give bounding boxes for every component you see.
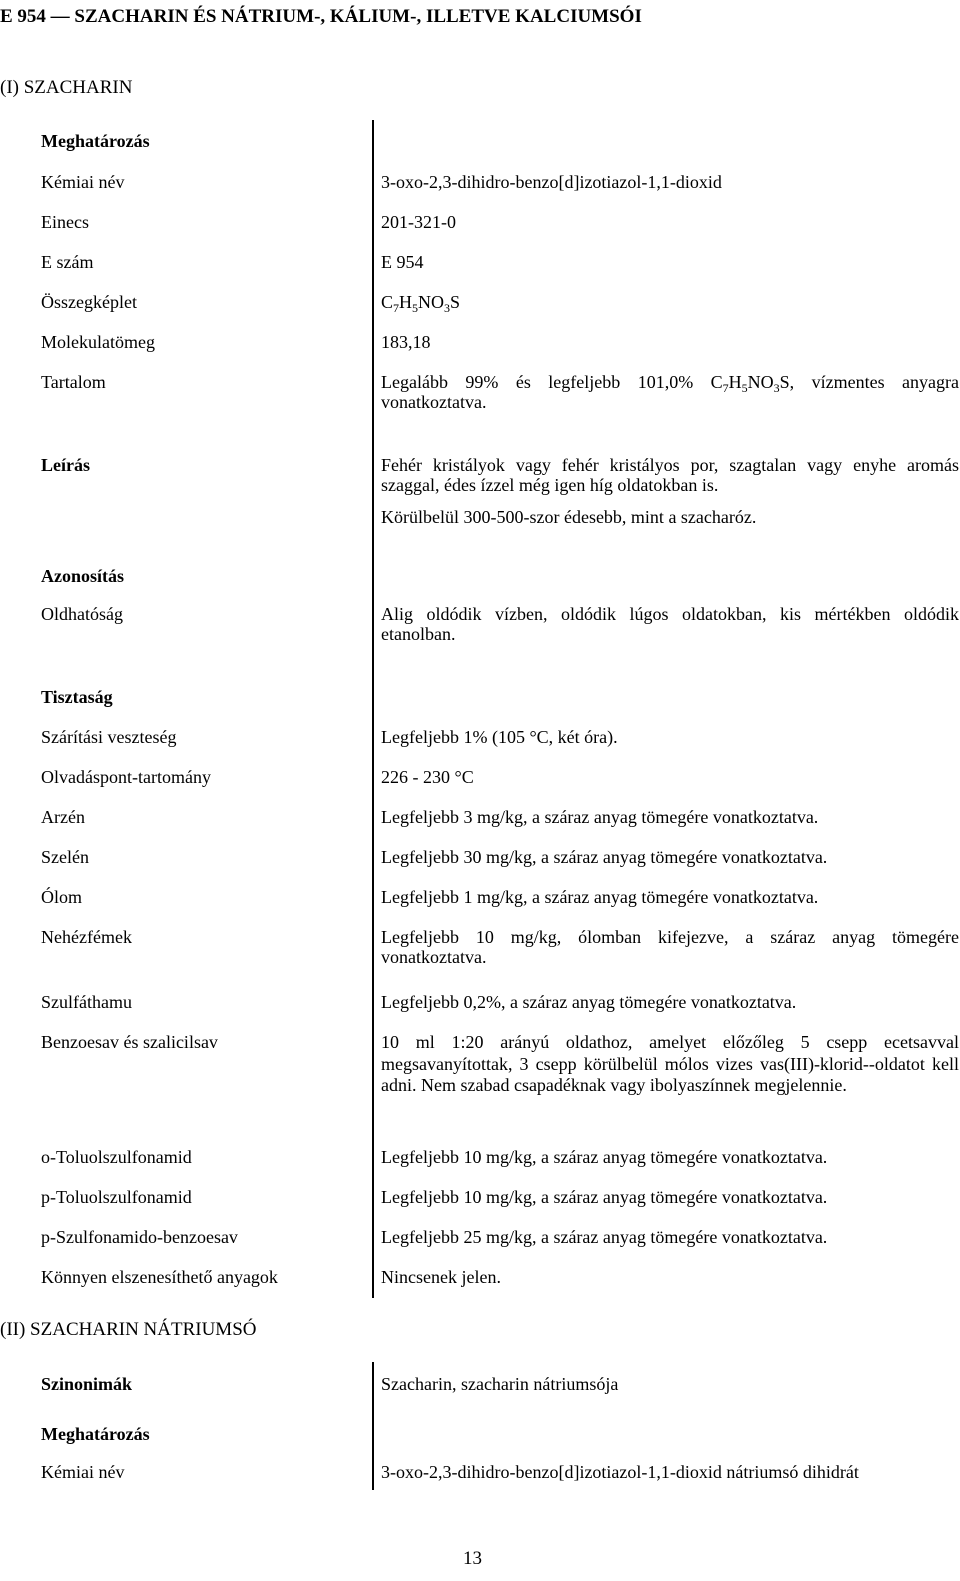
purity-label: p-Szulfonamido-benzoesav bbox=[41, 1227, 238, 1247]
purity-value: Legfeljebb 3 mg/kg, a száraz anyag tömegére vonatkoztatva. bbox=[381, 807, 819, 827]
purity-value: 226 - 230 °C bbox=[381, 767, 474, 787]
content-value: Legalább 99% és legfeljebb 101,0% $C_7H_5NO_3S$, vízmentes anyagra vonatkoztatva. bbox=[381, 372, 959, 412]
purity-value: Nincsenek jelen. bbox=[381, 1267, 501, 1287]
description-sweetness: Körülbelül 300-500-szor édesebb, mint a szacharóz. bbox=[381, 507, 757, 527]
purity-value: Legfeljebb 1% (105 °C, két óra). bbox=[381, 727, 618, 747]
chemical-name-label: Kémiai név bbox=[41, 1462, 125, 1482]
formula-label: Összegképlet bbox=[41, 292, 137, 312]
purity-label: Olvadáspont-tartomány bbox=[41, 767, 211, 787]
purity-label: Könnyen elszenesíthető anyagok bbox=[41, 1267, 278, 1287]
solubility-label: Oldhatóság bbox=[41, 604, 123, 624]
section-heading-1: (I) SZACHARIN bbox=[0, 77, 133, 98]
purity-value: Legfeljebb 30 mg/kg, a száraz anyag tömegére vonatkoztatva. bbox=[381, 847, 828, 867]
purity-label: Szulfáthamu bbox=[41, 992, 132, 1012]
e-number-label: E szám bbox=[41, 252, 94, 272]
purity-value: Legfeljebb 10 mg/kg, a száraz anyag tömegére vonatkoztatva. bbox=[381, 1187, 828, 1207]
mol-weight-value: 183,18 bbox=[381, 332, 431, 352]
purity-label: Szelén bbox=[41, 847, 89, 867]
purity-label: Arzén bbox=[41, 807, 85, 827]
purity-value: Legfeljebb 1 mg/kg, a száraz anyag tömegére vonatkoztatva. bbox=[381, 887, 819, 907]
mol-weight-label: Molekulatömeg bbox=[41, 332, 155, 352]
purity-label: Szárítási veszteség bbox=[41, 727, 177, 747]
synonyms-heading: Szinonimák bbox=[41, 1374, 133, 1394]
purity-label: Benzoesav és szalicilsav bbox=[41, 1032, 218, 1052]
identification-heading: Azonosítás bbox=[41, 566, 125, 586]
definition-heading: Meghatározás bbox=[41, 131, 150, 151]
chemical-name-value: 3-oxo-2,3-dihidro-benzo[d]izotiazol-1,1-dioxid bbox=[381, 172, 722, 192]
einecs-value: 201-321-0 bbox=[381, 212, 456, 232]
purity-label: Ólom bbox=[41, 887, 83, 907]
formula-value: $C_7H_5NO_3S$ bbox=[381, 292, 461, 315]
section-heading-2: (II) SZACHARIN NÁTRIUMSÓ bbox=[0, 1319, 257, 1340]
purity-value: Legfeljebb 10 mg/kg, ólomban kifejezve, a száraz anyag tömegére vonatkoztatva. bbox=[381, 927, 959, 967]
column-divider bbox=[372, 1362, 374, 1490]
description-heading: Leírás bbox=[41, 455, 90, 475]
purity-heading: Tisztaság bbox=[41, 687, 113, 707]
chemical-name-label: Kémiai név bbox=[41, 172, 125, 192]
einecs-label: Einecs bbox=[41, 212, 89, 232]
definition-heading: Meghatározás bbox=[41, 1424, 150, 1444]
description-value: Fehér kristályok vagy fehér kristályos por, szagtalan vagy enyhe aromás szaggal, édes ízzel még igen híg oldatokban is. bbox=[381, 455, 959, 495]
page-number: 13 bbox=[463, 1548, 482, 1569]
page-title: E 954 — SZACHARIN ÉS NÁTRIUM-, KÁLIUM-, ILLETVE KALCIUMSÓI bbox=[0, 6, 642, 27]
purity-value: Legfeljebb 25 mg/kg, a száraz anyag tömegére vonatkoztatva. bbox=[381, 1227, 828, 1247]
purity-label: Nehézfémek bbox=[41, 927, 132, 947]
purity-value: Legfeljebb 0,2%, a száraz anyag tömegére vonatkoztatva. bbox=[381, 992, 797, 1012]
purity-label: p-Toluolszulfonamid bbox=[41, 1187, 192, 1207]
purity-label: o-Toluolszulfonamid bbox=[41, 1147, 192, 1167]
purity-value: 10 ml 1:20 arányú oldathoz, amelyet előzőleg 5 csepp ecetsavval megsavanyítottak, 3 csepp körülbelül mólos vizes vas(III)-klorid--oldatot kell adni. Nem szabad csapadéknak vagy ibolyaszínnek megjelennie. bbox=[381, 1032, 959, 1095]
e-number-value: E 954 bbox=[381, 252, 424, 272]
chemical-name-value: 3-oxo-2,3-dihidro-benzo[d]izotiazol-1,1-dioxid nátriumsó dihidrát bbox=[381, 1462, 859, 1482]
solubility-value: Alig oldódik vízben, oldódik lúgos oldatokban, kis mértékben oldódik etanolban. bbox=[381, 604, 959, 644]
column-divider bbox=[372, 120, 374, 1298]
content-label: Tartalom bbox=[41, 372, 106, 392]
purity-value: Legfeljebb 10 mg/kg, a száraz anyag tömegére vonatkoztatva. bbox=[381, 1147, 828, 1167]
synonyms-value: Szacharin, szacharin nátriumsója bbox=[381, 1374, 619, 1394]
